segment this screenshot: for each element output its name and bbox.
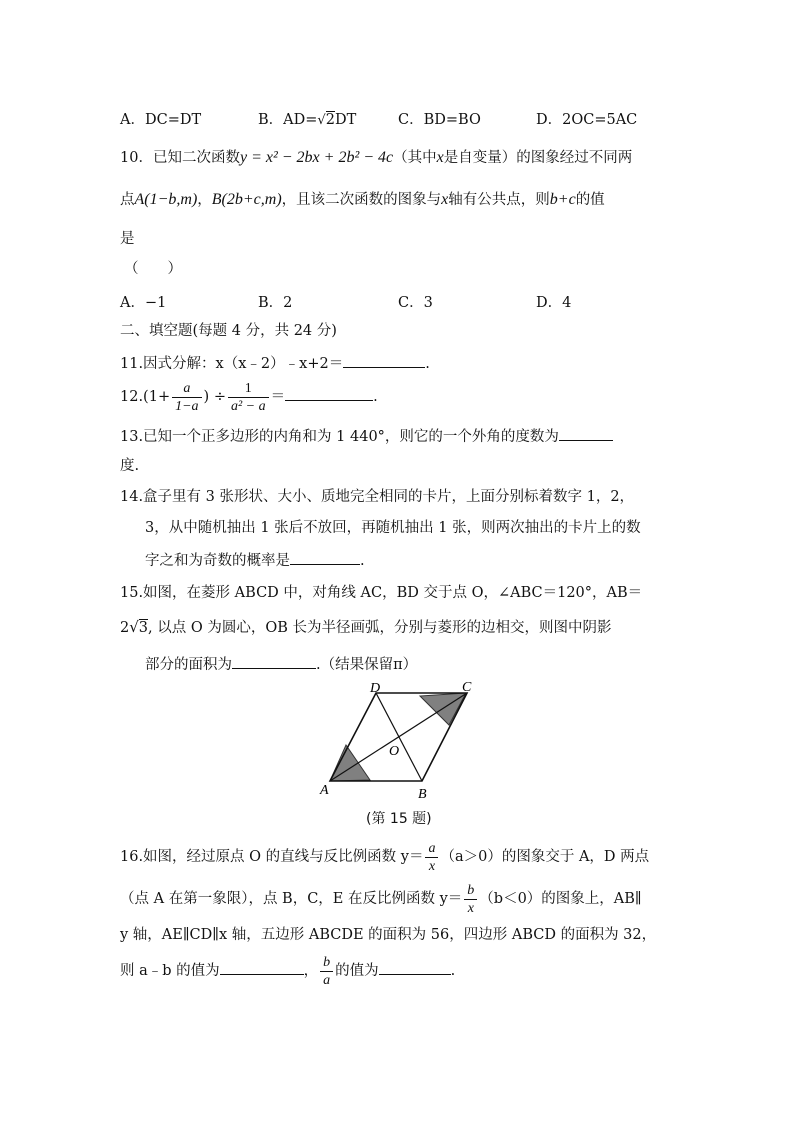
label-c: C bbox=[462, 682, 472, 695]
label-d: D bbox=[370, 682, 381, 696]
q12-period: . bbox=[373, 389, 378, 405]
q16-fraction-b-over-x bbox=[464, 882, 477, 917]
q9-option-c: C．BD=BO bbox=[398, 112, 481, 128]
q16-line-4 bbox=[120, 952, 455, 990]
shaded-region-left bbox=[330, 745, 370, 781]
q16-l4-text: 则 a﹣b 的值为 bbox=[120, 963, 220, 979]
q15-coef: 2 bbox=[120, 620, 130, 636]
q14-l3-text: 字之和为奇数的概率是 bbox=[145, 553, 290, 569]
q12-divide: ) ÷ bbox=[203, 389, 226, 405]
q11-period: . bbox=[425, 356, 430, 372]
q15-answer-blank[interactable] bbox=[232, 654, 316, 669]
q16-f3-den: a bbox=[323, 972, 331, 988]
q10-eq-y: y bbox=[239, 149, 248, 166]
q12-fraction-1 bbox=[172, 380, 201, 415]
diagonal-bd bbox=[376, 693, 422, 781]
q15-l3-post: .（结果保留π） bbox=[316, 657, 418, 673]
q12-fraction-2 bbox=[228, 380, 269, 415]
q10-l2-post: 的值 bbox=[575, 192, 605, 208]
q14-line-1: 14.盒子里有 3 张形状、大小、质地完全相同的卡片，上面分别标着数字 1，2， bbox=[120, 489, 635, 505]
q15-l3-text: 部分的面积为 bbox=[145, 657, 232, 673]
q16-f2-num: b bbox=[464, 882, 477, 900]
q16-l1-post: （a＞0）的图象交于 A，D 两点 bbox=[440, 849, 650, 865]
q14-answer-blank[interactable] bbox=[290, 550, 360, 565]
q16-answer-blank-1[interactable] bbox=[220, 960, 304, 975]
q12-pre: 12.(1+ bbox=[120, 389, 171, 405]
q16-l2-post: （b＜0）的图象上，AB∥ bbox=[479, 891, 642, 907]
q16-l1-text: 16.如图，经过原点 O 的直线与反比例函数 y＝ bbox=[120, 849, 424, 865]
q10-answer-paren: （ ） bbox=[124, 261, 182, 277]
q15-line-1: 15.如图，在菱形 ABCD 中，对角线 AC，BD 交于点 O，∠ABC＝120°，AB＝ bbox=[120, 585, 643, 601]
q12-f1-den: 1−a bbox=[175, 398, 199, 414]
q13-line-1 bbox=[120, 426, 613, 447]
q14-period: . bbox=[360, 553, 365, 569]
q10-equation: = x² − 2bx + 2b² − 4c bbox=[247, 149, 394, 166]
q10-paren-text: （其中 bbox=[393, 150, 437, 166]
q10-l2-sep: ， bbox=[197, 192, 212, 208]
q10-x: x bbox=[436, 149, 444, 166]
q10-line-2 bbox=[120, 190, 605, 210]
q16-f2-den: x bbox=[467, 900, 474, 916]
label-b: B bbox=[418, 787, 427, 800]
q9-option-d: D．2OC=5AC bbox=[536, 112, 638, 128]
q16-line-3: y 轴，AE∥CD∥x 轴，五边形 ABCDE 的面积为 56，四边形 ABCD 的面积为 32， bbox=[120, 927, 657, 943]
q10-l2-mid: ，且该二次函数的图象与 bbox=[281, 192, 442, 208]
rhombus-figure bbox=[318, 682, 488, 800]
q15-root: 3 bbox=[138, 620, 149, 636]
q15-l2-text: , 以点 O 为圆心，OB 长为半径画弧，分别与菱形的边相交，则图中阴影 bbox=[148, 620, 612, 636]
label-o: O bbox=[389, 744, 400, 759]
q11-text: 11.因式分解：x（x﹣2）﹣x+2＝ bbox=[120, 356, 344, 372]
q16-l2-text: （点 A 在第一象限），点 B，C，E 在反比例函数 y＝ bbox=[120, 891, 463, 907]
q9-option-b-text: B．AD= bbox=[258, 112, 318, 128]
q13-line-2: 度. bbox=[120, 458, 140, 474]
q16-answer-blank-2[interactable] bbox=[379, 960, 451, 975]
q10-option-a: A．−1 bbox=[120, 295, 167, 311]
q16-line-1 bbox=[120, 838, 649, 876]
q12-answer-blank[interactable] bbox=[285, 386, 373, 401]
label-a: A bbox=[320, 783, 329, 798]
q15-line-3 bbox=[145, 654, 417, 675]
q12-f2-num: 1 bbox=[228, 380, 269, 398]
q10-line-1 bbox=[120, 148, 632, 168]
q12-f1-num: a bbox=[172, 380, 201, 398]
q9-option-a: A．DC=DT bbox=[120, 112, 202, 128]
q14-line-2: 3，从中随机抽出 1 张后不放回，再随机抽出 1 张，则两次抽出的卡片上的数 bbox=[145, 520, 641, 536]
q10-line-3: 是 bbox=[120, 231, 135, 247]
q9-option-b-root: 2 bbox=[325, 112, 335, 128]
q10-line1-tail: 是自变量）的图象经过不同两 bbox=[443, 150, 633, 166]
q11-answer-blank[interactable] bbox=[343, 353, 425, 368]
q16-l4-comma: ， bbox=[303, 963, 319, 979]
q10-l2-mid2: 轴有公共点，则 bbox=[448, 192, 550, 208]
q13-answer-blank[interactable] bbox=[559, 426, 613, 441]
q10-point-a: A(1−b,m) bbox=[134, 191, 198, 208]
q16-line-2 bbox=[120, 880, 642, 918]
q11-line bbox=[120, 353, 430, 374]
q12-f2-den: a² − a bbox=[230, 398, 266, 414]
q9-option-b: B．AD=√2DT bbox=[258, 112, 357, 128]
section-heading: 二、填空题(每题 4 分，共 24 分) bbox=[120, 323, 337, 339]
q16-fraction-a-over-x bbox=[425, 840, 438, 875]
figure-caption: (第 15 题) bbox=[366, 811, 432, 827]
q12-line bbox=[120, 378, 378, 416]
q10-option-d: D．4 bbox=[536, 295, 572, 311]
q10-option-b: B．2 bbox=[258, 295, 293, 311]
q13-text: 13.已知一个正多边形的内角和为 1 440°，则它的一个外角的度数为 bbox=[120, 429, 559, 445]
q10-option-c: C．3 bbox=[398, 295, 433, 311]
q15-line-2: 2√3, 以点 O 为圆心，OB 长为半径画弧，分别与菱形的边相交，则图中阴影 bbox=[120, 618, 612, 636]
q16-f1-num: a bbox=[425, 840, 438, 858]
q10-l2-x: x bbox=[441, 191, 449, 208]
q16-f1-den: x bbox=[428, 858, 436, 874]
q12-equals: ＝ bbox=[270, 389, 286, 405]
q16-l4-mid: 的值为 bbox=[335, 963, 379, 979]
q9-option-b-tail: DT bbox=[334, 112, 357, 128]
q16-period: . bbox=[450, 963, 456, 979]
q10-b-plus-c: b+c bbox=[549, 191, 576, 208]
q16-f3-num: b bbox=[320, 954, 333, 972]
q10-point-b: B(2b+c,m) bbox=[211, 191, 282, 208]
q14-line-3 bbox=[145, 550, 365, 571]
q10-l2-pre: 点 bbox=[120, 192, 135, 208]
q10-intro: 10．已知二次函数 bbox=[120, 150, 240, 166]
q16-fraction-b-over-a bbox=[320, 954, 333, 989]
